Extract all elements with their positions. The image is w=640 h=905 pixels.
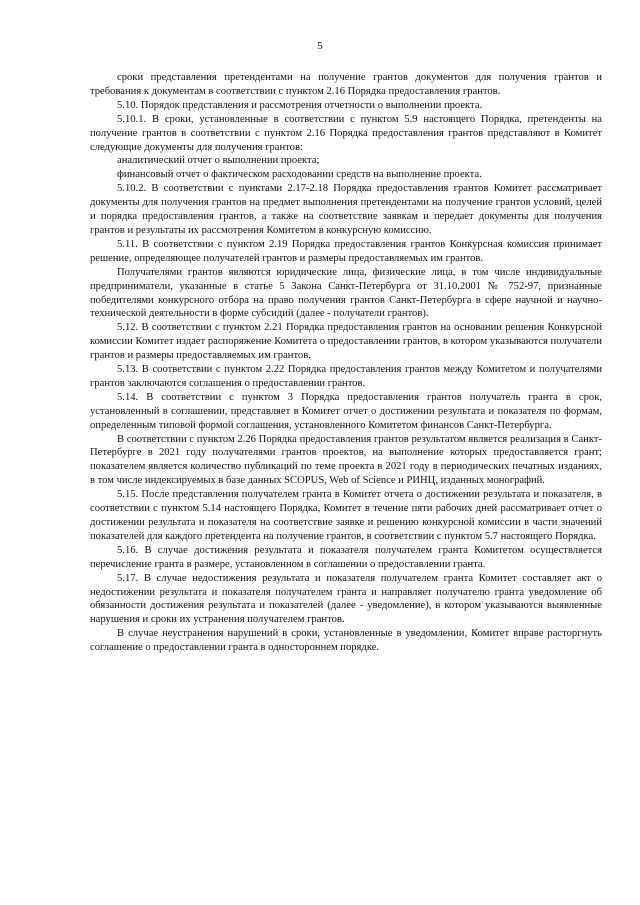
paragraph: Получателями грантов являются юридические лица, физические лица, в том числе индивидуальные предприниматели, указанные в статье 5 Закона Санкт-Петербурга от 31.10.2001 № 752-97, признанные победителями конкурсного отбора на право получения грантов Санкт-Петербурга в сфере научной и научно-технической деятельности в форме субсидий (далее - получатели грантов).: [90, 266, 602, 320]
paragraph: аналитический отчет о выполнении проекта;: [117, 155, 320, 167]
document-body: [90, 71, 602, 655]
paragraph: 5.11. В соответствии с пунктом 2.19 Порядка предоставления грантов Конкурсная комиссия принимает решение, определяющее получателей грантов и размеры предоставляемых им грантов.: [90, 238, 602, 264]
paragraph: 5.10.2. В соответствии с пунктами 2.17-2.18 Порядка предоставления грантов Комитет рассматривает документы для получения грантов на предмет выполнения претендентами на получение грантов условий, целей и порядка предоставления грантов, а также на соответствие заявкам и передает документы для получения грантов и результаты их рассмотрения Комитетом в конкурсную комиссию.: [90, 183, 602, 236]
paragraph: финансовый отчет о фактическом расходовании средств на выполнение проекта.: [117, 169, 482, 181]
paragraph: сроки представления претендентами на получение грантов документов для получения грантов и требования к документам в соответствии с пунктом 2.16 Порядка предоставления грантов.: [90, 72, 602, 97]
paragraph: 5.17. В случае недостижения результата и показателя получателем гранта Комитет составляет акт о недостижении результата и показателя получателем гранта и направляет получателю гранта уведомление об обязанности достижения результата и показателей (далее - уведомление), в котором указываются выявленные нарушения и сроки их устранения получателем грантов.: [90, 572, 602, 626]
paragraph: В случае неустранения нарушений в сроки, установленные в уведомлении, Комитет вправе расторгнуть соглашение о предоставлении гранта в одностороннем порядке.: [90, 628, 602, 654]
paragraph: В соответствии с пунктом 2.26 Порядка предоставления грантов результатом является реализация в Санкт-Петербурге в 2021 году получателями грантов проектов, на выполнение которых предоставляется грант; показателем является количество публикаций по теме проекта в 2021 году в периодических печатных изданиях, в том числе индексируемых в базе данных SCOPUS, Web of Science и РИНЦ, изданных монографий.: [90, 433, 602, 487]
paragraph: 5.10. Порядок представления и рассмотрения отчетности о выполнении проекта.: [117, 99, 483, 111]
paragraph: 5.10.1. В сроки, установленные в соответствии с пунктом 5.9 настоящего Порядка, претенденты на получение грантов в соответствии с пунктом 2.16 Порядка предоставления грантов представляют в Комитет следующие документы для получения грантов:: [90, 113, 602, 153]
page-number: 5: [317, 40, 323, 52]
paragraph: 5.13. В соответствии с пунктом 2.22 Порядка предоставления грантов между Комитетом и получателями грантов заключаются соглашения о предоставлении грантов.: [90, 364, 602, 389]
paragraph: 5.14. В соответствии с пунктом 3 Порядка предоставления грантов получатель гранта в срок, установленный в соглашении, представляет в Комитет отчет о достижении результата и показателя по формам, определенным типовой формой соглашения, установленного Комитетом финансов Санкт-Петербурга.: [90, 391, 602, 431]
paragraph: 5.12. В соответствии с пунктом 2.21 Порядка предоставления грантов на основании решения Конкурсной комиссии Комитет издает распоряжение Комитета о предоставлении грантов, в котором указываются получатели грантов и размеры предоставляемых им грантов.: [90, 322, 602, 362]
paragraph: 5.16. В случае достижения результата и показателя получателем гранта Комитетом осуществляется перечисление гранта в размере, установленном в соглашении о предоставлении гранта.: [90, 544, 602, 570]
paragraph: 5.15. После представления получателем гранта в Комитет отчета о достижении результата и показателя, в соответствии с пунктом 5.14 настоящего Порядка, Комитет в течение пяти рабочих дней рассматривает отчет о достижении результата и показателя на соответствие заявке и решению конкурсной комиссии в части значений показателей для каждого претендента на получение грантов, в соответствии с пунктом 5.7 настоящего Порядка.: [90, 489, 602, 542]
